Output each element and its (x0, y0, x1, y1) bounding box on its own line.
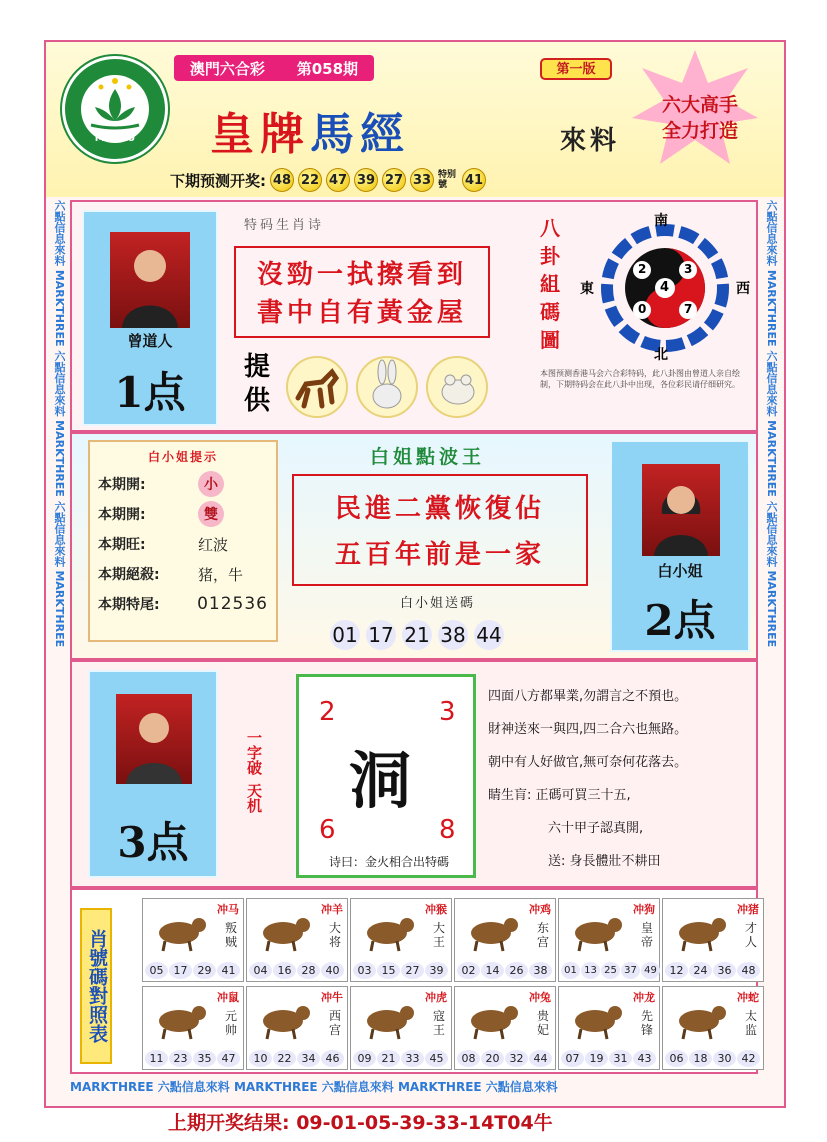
animal-icon (253, 997, 317, 1045)
white-lady-numbers (330, 620, 510, 650)
portrait-frame-3 (88, 670, 218, 878)
zodiac-tag: 冲鼠 (217, 991, 239, 1004)
animal-icon (565, 997, 629, 1045)
section2-sub: 白小姐送碼 (400, 596, 476, 611)
zodiac-card (558, 986, 660, 1070)
zodiac-name: 才人 (745, 921, 758, 949)
zodiac-label: 肖號碼對照表 (80, 908, 112, 1064)
zodiac-number: 19 (585, 1050, 608, 1067)
zodiac-name: 元帅 (225, 1009, 238, 1037)
zodiac-number: 02 (457, 962, 480, 979)
zodiac-name: 先锋 (641, 1009, 654, 1037)
page-title: 皇牌馬經 (210, 109, 410, 160)
predict-ball: 33 (410, 168, 434, 192)
zodiac-number: 36 (713, 962, 736, 979)
zodiac-tag: 冲猪 (737, 903, 759, 916)
zodiac-numbers (665, 962, 760, 979)
portrait-photo (110, 232, 190, 328)
macau-logo (62, 56, 168, 162)
zodiac-number: 01 (561, 962, 580, 979)
zodiac-tag: 冲猴 (425, 903, 447, 916)
portrait-frame (82, 210, 218, 426)
section1-subtitle: 特码生肖诗 (244, 218, 325, 233)
riddle-lines: 四面八方都畢業,勿謂言之不預也。 財神送來一與四,四二合六也無路。 朝中有人好做官,無可奈何花落去。 睛生肓: 正碼可買三十五, 六十甲子認真開, 送: 身長體壯不耕田 (488, 689, 688, 869)
number-ball: 17 (366, 620, 396, 650)
tip-row: 本期開: 雙 (98, 499, 268, 529)
zodiac-number: 28 (297, 962, 320, 979)
zodiac-number: 45 (425, 1050, 448, 1067)
zodiac-card (142, 986, 244, 1070)
number-ball: 01 (330, 620, 360, 650)
last-result: 上期开奖结果: 09-01-05-39-33-14T04牛 (168, 1112, 553, 1134)
zodiac-number: 48 (737, 962, 760, 979)
zodiac-tag: 冲蛇 (737, 991, 759, 1004)
riddle-poem: 诗曰：金火相合出特碼 (328, 855, 449, 869)
animal-icon (461, 997, 525, 1045)
bagua-num: 0 (638, 302, 647, 316)
tips-title: 白小姐提示 (147, 450, 218, 464)
zodiac-tag: 冲兔 (529, 991, 551, 1004)
zodiac-number: 08 (457, 1050, 480, 1067)
special-ball: 41 (462, 168, 486, 192)
zodiac-number: 13 (581, 962, 600, 979)
zodiac-card (662, 898, 764, 982)
bagua-east: 東 (580, 281, 594, 297)
zodiac-card (350, 986, 452, 1070)
zodiac-name: 大将 (329, 921, 342, 949)
bagua-note: 本图预测香港马会六合彩特码，此八卦图由曾道人亲自绘制，下期特码会在此八卦中出现，各位彩民请仔细研究。 (540, 369, 740, 389)
bagua-num: 7 (684, 302, 693, 316)
zodiac-number: 14 (481, 962, 504, 979)
zodiac-numbers (145, 962, 240, 979)
section2-verse: 民進二黨恢復佔 五百年前是一家 (292, 474, 588, 586)
zodiac-numbers (561, 1050, 656, 1067)
slogan: 六大高手 全力打造 (661, 94, 738, 142)
horse-icon (286, 356, 348, 418)
rat-icon (426, 356, 488, 418)
zodiac-card (558, 898, 660, 982)
zodiac-number: 29 (193, 962, 216, 979)
prediction-row (170, 168, 486, 192)
bagua-num: 3 (684, 262, 693, 276)
zodiac-number: 34 (297, 1050, 320, 1067)
tip-row: 本期旺: 红波 (98, 535, 229, 554)
zodiac-number: 04 (249, 962, 272, 979)
author-name: 曾道人 (127, 332, 173, 350)
zodiac-name: 寇王 (433, 1009, 446, 1037)
animal-icon (149, 997, 213, 1045)
bagua-north: 北 (654, 347, 668, 363)
zodiac-number: 11 (145, 1050, 168, 1067)
zodiac-number: 23 (169, 1050, 192, 1067)
tip-row: 本期開: 小 (98, 469, 268, 499)
author-points: 3点 (117, 818, 189, 867)
zodiac-number: 21 (377, 1050, 400, 1067)
zodiac-number: 41 (217, 962, 240, 979)
zodiac-number: 38 (529, 962, 552, 979)
animal-icon (253, 909, 317, 957)
author-points: 2点 (644, 596, 716, 645)
predict-ball: 39 (354, 168, 378, 192)
zodiac-name: 皇帝 (641, 921, 654, 949)
special-label: 特别號 (438, 170, 457, 190)
person-icon (116, 694, 192, 784)
zodiac-card (350, 898, 452, 982)
lotus-icon (65, 59, 165, 159)
provide-label: 提供 (244, 352, 271, 416)
left-side-strip: 六點信息來料 MARKTHREE 六點信息來料 MARKTHREE 六點信息來料 MARKTHREE (53, 200, 66, 648)
zodiac-number: 09 (353, 1050, 376, 1067)
person-icon (110, 232, 190, 328)
zodiac-name: 叛贼 (225, 921, 238, 949)
bagua-label: 八卦組碼圖 (540, 216, 560, 352)
animal-icon (357, 997, 421, 1045)
zodiac-number: 18 (689, 1050, 712, 1067)
animal-icon (669, 997, 733, 1045)
zodiac-card (454, 898, 556, 982)
predict-ball: 47 (326, 168, 350, 192)
zodiac-card (246, 986, 348, 1070)
zodiac-tag: 冲龙 (633, 991, 655, 1004)
zodiac-numbers (145, 1050, 240, 1067)
zodiac-number: 05 (145, 962, 168, 979)
zodiac-number: 40 (321, 962, 344, 979)
zodiac-name: 太监 (745, 1009, 758, 1037)
tip-row: 本期特尾: 012536 (98, 594, 268, 614)
animal-icon (357, 909, 421, 957)
zodiac-number: 31 (609, 1050, 632, 1067)
rabbit-icon (356, 356, 418, 418)
zodiac-number: 20 (481, 1050, 504, 1067)
zodiac-number: 12 (665, 962, 688, 979)
riddle-box: 2 3 6 8 洞 诗曰：金火相合出特碼 (296, 674, 476, 878)
zodiac-number: 42 (737, 1050, 760, 1067)
zodiac-number: 49 (641, 962, 660, 979)
zodiac-numbers (353, 1050, 448, 1067)
zodiac-number: 32 (505, 1050, 528, 1067)
zodiac-card (454, 986, 556, 1070)
portrait-frame-2 (610, 440, 750, 652)
tips-box (88, 440, 278, 642)
lottery-name: 澳門六合彩 (189, 59, 265, 78)
zodiac-number: 15 (377, 962, 400, 979)
zodiac-name: 大王 (433, 921, 446, 949)
number-ball: 44 (474, 620, 504, 650)
number-ball: 38 (438, 620, 468, 650)
zodiac-name: 西宫 (329, 1009, 342, 1037)
zodiac-number: 17 (169, 962, 192, 979)
animal-icon (669, 909, 733, 957)
zodiac-tag: 冲牛 (321, 991, 343, 1004)
zodiac-name: 贵妃 (537, 1009, 550, 1037)
predict-ball: 27 (382, 168, 406, 192)
zodiac-number: 07 (561, 1050, 584, 1067)
zodiac-numbers (249, 1050, 344, 1067)
animal-icon (149, 909, 213, 957)
right-side-strip: 六點信息來料 MARKTHREE 六點信息來料 MARKTHREE 六點信息來料 MARKTHREE (765, 200, 778, 648)
zodiac-number: 22 (273, 1050, 296, 1067)
portrait-photo (116, 694, 192, 784)
section2-header: 白姐點波王 (370, 446, 486, 468)
portrait-photo (642, 464, 720, 556)
author-name: 白小姐 (657, 562, 703, 580)
zodiac-tag: 冲虎 (425, 991, 447, 1004)
logo-text: MACAU (94, 133, 136, 144)
bottom-strip: MARKTHREE 六點信息來料 MARKTHREE 六點信息來料 MARKTHREE 六點信息來料 (70, 1080, 558, 1094)
animal-icon (565, 909, 629, 957)
zodiac-card (142, 898, 244, 982)
zodiac-number: 44 (529, 1050, 552, 1067)
source-label: 來料 (560, 126, 621, 156)
zodiac-number: 33 (401, 1050, 424, 1067)
zodiac-number: 03 (353, 962, 376, 979)
bagua-south: 南 (654, 213, 668, 229)
predict-ball: 48 (270, 168, 294, 192)
bagua-west: 西 (736, 281, 750, 297)
zodiac-number: 16 (273, 962, 296, 979)
zodiac-number: 10 (249, 1050, 272, 1067)
bagua-center: 4 (660, 280, 670, 295)
issue-banner (174, 55, 374, 81)
zodiac-tag: 冲鸡 (529, 903, 551, 916)
zodiac-numbers (561, 962, 660, 979)
zodiac-number: 30 (713, 1050, 736, 1067)
zodiac-number: 24 (689, 962, 712, 979)
author-points: 1点 (114, 368, 186, 417)
zodiac-card (246, 898, 348, 982)
zodiac-name: 东宫 (537, 921, 550, 949)
zodiac-number: 06 (665, 1050, 688, 1067)
edition-badge: 第一版 (540, 58, 612, 80)
zodiac-number: 37 (621, 962, 640, 979)
section1-verse: 沒勁一拭擦看到 書中自有黃金屋 (234, 246, 490, 338)
zodiac-number: 25 (601, 962, 620, 979)
zodiac-number: 47 (217, 1050, 240, 1067)
zodiac-number: 39 (425, 962, 448, 979)
issue-number: 第058期 (296, 59, 359, 78)
number-ball: 21 (402, 620, 432, 650)
predict-label: 下期预测开奖: (170, 171, 266, 190)
zodiac-numbers (249, 962, 344, 979)
zodiac-numbers (457, 1050, 552, 1067)
zodiac-number: 43 (633, 1050, 656, 1067)
zodiac-card (662, 986, 764, 1070)
predict-ball: 22 (298, 168, 322, 192)
zodiac-numbers (665, 1050, 760, 1067)
bagua-num: 2 (638, 262, 647, 276)
zodiac-number: 27 (401, 962, 424, 979)
riddle-label: 一字破 天机 (245, 730, 263, 813)
zodiac-number: 26 (505, 962, 528, 979)
tip-row: 本期絕殺: 猪，牛 (98, 565, 244, 584)
zodiac-numbers (457, 962, 552, 979)
zodiac-tag: 冲羊 (321, 903, 343, 916)
zodiac-tag: 冲马 (217, 903, 239, 916)
zodiac-number: 46 (321, 1050, 344, 1067)
zodiac-tag: 冲狗 (633, 903, 655, 916)
zodiac-numbers (353, 962, 448, 979)
animal-icon (461, 909, 525, 957)
zodiac-number: 35 (193, 1050, 216, 1067)
riddle-char: 洞 (349, 744, 412, 817)
person-icon (642, 464, 720, 556)
